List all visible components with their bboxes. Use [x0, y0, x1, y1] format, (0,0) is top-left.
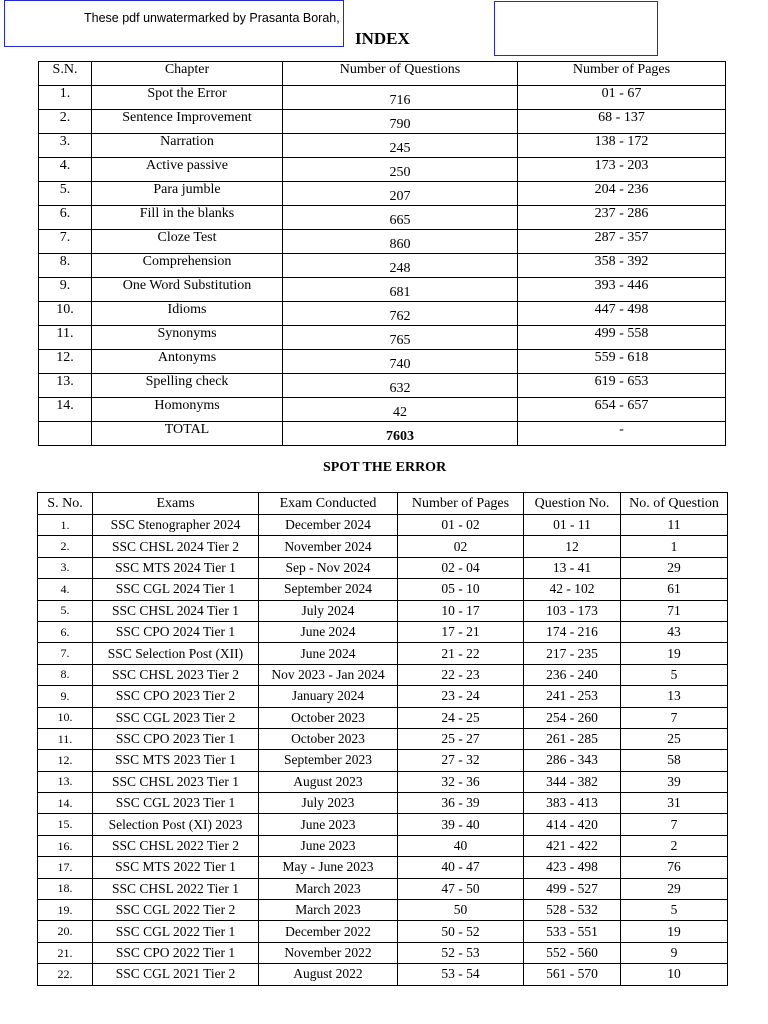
spot-cell-pages: 36 - 39: [398, 793, 524, 814]
spot-cell-pages: 27 - 32: [398, 750, 524, 771]
index-cell-questions: 681: [283, 278, 518, 302]
spot-cell-count: 71: [621, 600, 728, 621]
spot-cell-count: 19: [621, 921, 728, 942]
spot-row: [38, 921, 728, 942]
index-cell-pages: 68 - 137: [518, 110, 726, 134]
spot-cell-question-no: 01 - 11: [524, 515, 621, 536]
spot-cell-conducted: October 2023: [259, 707, 398, 728]
index-table: [38, 61, 726, 446]
index-cell-questions: 740: [283, 350, 518, 374]
spot-cell-sno: 18.: [38, 878, 93, 899]
spot-cell-conducted: December 2022: [259, 921, 398, 942]
spot-row: [38, 643, 728, 664]
spot-cell-exam: SSC CHSL 2022 Tier 2: [93, 835, 259, 856]
index-row: [39, 110, 726, 134]
spot-cell-conducted: Sep - Nov 2024: [259, 557, 398, 578]
spot-row: [38, 750, 728, 771]
index-cell-chapter: Sentence Improvement: [92, 110, 283, 134]
index-cell-questions: 716: [283, 86, 518, 110]
spot-cell-exam: SSC CHSL 2024 Tier 2: [93, 536, 259, 557]
index-cell-sn: 4.: [39, 158, 92, 182]
spot-cell-pages: 17 - 21: [398, 621, 524, 642]
index-row: [39, 254, 726, 278]
spot-cell-question-no: 344 - 382: [524, 771, 621, 792]
spot-cell-conducted: November 2024: [259, 536, 398, 557]
spot-cell-conducted: July 2023: [259, 793, 398, 814]
index-row: [39, 158, 726, 182]
index-cell-chapter: One Word Substitution: [92, 278, 283, 302]
spot-cell-exam: SSC CHSL 2022 Tier 1: [93, 878, 259, 899]
spot-cell-question-no: 236 - 240: [524, 664, 621, 685]
spot-cell-conducted: December 2024: [259, 515, 398, 536]
index-row: [39, 302, 726, 326]
index-cell-sn: 6.: [39, 206, 92, 230]
spot-cell-conducted: August 2022: [259, 964, 398, 985]
index-header-chapter: Chapter: [92, 62, 283, 86]
index-cell-pages: 358 - 392: [518, 254, 726, 278]
spot-cell-exam: SSC CGL 2022 Tier 2: [93, 900, 259, 921]
spot-row: [38, 600, 728, 621]
spot-cell-question-no: 103 - 173: [524, 600, 621, 621]
index-total-label: TOTAL: [92, 422, 283, 446]
spot-cell-count: 43: [621, 621, 728, 642]
index-cell-questions: 665: [283, 206, 518, 230]
spot-cell-pages: 01 - 02: [398, 515, 524, 536]
spot-cell-exam: SSC CHSL 2023 Tier 1: [93, 771, 259, 792]
index-cell-questions: 632: [283, 374, 518, 398]
spot-row: [38, 900, 728, 921]
spot-cell-pages: 23 - 24: [398, 686, 524, 707]
index-cell-pages: 499 - 558: [518, 326, 726, 350]
spot-row: [38, 814, 728, 835]
index-cell-pages: 138 - 172: [518, 134, 726, 158]
spot-cell-question-no: 286 - 343: [524, 750, 621, 771]
spot-cell-question-no: 42 - 102: [524, 579, 621, 600]
spot-cell-exam: SSC CHSL 2024 Tier 1: [93, 600, 259, 621]
index-total-sn: [39, 422, 92, 446]
index-cell-chapter: Cloze Test: [92, 230, 283, 254]
index-cell-sn: 9.: [39, 278, 92, 302]
watermark-text: These pdf unwatermarked by Prasanta Borah,: [84, 11, 340, 25]
index-cell-chapter: Active passive: [92, 158, 283, 182]
index-cell-sn: 2.: [39, 110, 92, 134]
spot-cell-sno: 2.: [38, 536, 93, 557]
index-cell-sn: 3.: [39, 134, 92, 158]
index-row: [39, 326, 726, 350]
spot-cell-pages: 52 - 53: [398, 942, 524, 963]
index-cell-pages: 237 - 286: [518, 206, 726, 230]
spot-cell-sno: 6.: [38, 621, 93, 642]
spot-cell-exam: SSC CPO 2022 Tier 1: [93, 942, 259, 963]
index-cell-questions: 860: [283, 230, 518, 254]
spot-cell-conducted: September 2024: [259, 579, 398, 600]
spot-row: [38, 621, 728, 642]
spot-row: [38, 664, 728, 685]
index-cell-chapter: Para jumble: [92, 182, 283, 206]
index-total-pages: -: [518, 422, 726, 446]
spot-cell-exam: SSC CGL 2024 Tier 1: [93, 579, 259, 600]
index-cell-sn: 14.: [39, 398, 92, 422]
spot-row: [38, 964, 728, 985]
spot-cell-sno: 22.: [38, 964, 93, 985]
spot-cell-question-no: 217 - 235: [524, 643, 621, 664]
spot-cell-question-no: 528 - 532: [524, 900, 621, 921]
spot-cell-sno: 4.: [38, 579, 93, 600]
spot-cell-sno: 17.: [38, 857, 93, 878]
index-row: [39, 86, 726, 110]
index-cell-sn: 1.: [39, 86, 92, 110]
spot-cell-sno: 5.: [38, 600, 93, 621]
spot-cell-count: 5: [621, 900, 728, 921]
index-cell-chapter: Homonyms: [92, 398, 283, 422]
spot-cell-conducted: August 2023: [259, 771, 398, 792]
spot-cell-count: 2: [621, 835, 728, 856]
spot-cell-pages: 24 - 25: [398, 707, 524, 728]
spot-row: [38, 728, 728, 749]
spot-cell-question-no: 174 - 216: [524, 621, 621, 642]
spot-header-pages: Number of Pages: [398, 493, 524, 515]
spot-cell-conducted: November 2022: [259, 942, 398, 963]
spot-cell-pages: 02: [398, 536, 524, 557]
spot-cell-sno: 1.: [38, 515, 93, 536]
index-cell-sn: 8.: [39, 254, 92, 278]
index-cell-pages: 654 - 657: [518, 398, 726, 422]
index-row: [39, 230, 726, 254]
index-cell-questions: 762: [283, 302, 518, 326]
index-cell-questions: 42: [283, 398, 518, 422]
spot-cell-exam: Selection Post (XI) 2023: [93, 814, 259, 835]
index-cell-sn: 12.: [39, 350, 92, 374]
spot-cell-question-no: 254 - 260: [524, 707, 621, 728]
index-header-pages: Number of Pages: [518, 62, 726, 86]
spot-cell-count: 58: [621, 750, 728, 771]
index-cell-questions: 250: [283, 158, 518, 182]
spot-cell-pages: 25 - 27: [398, 728, 524, 749]
spot-cell-count: 29: [621, 557, 728, 578]
spot-cell-sno: 13.: [38, 771, 93, 792]
spot-cell-exam: SSC MTS 2022 Tier 1: [93, 857, 259, 878]
index-cell-questions: 248: [283, 254, 518, 278]
spot-cell-sno: 21.: [38, 942, 93, 963]
spot-cell-pages: 53 - 54: [398, 964, 524, 985]
spot-cell-question-no: 499 - 527: [524, 878, 621, 899]
spot-cell-question-no: 421 - 422: [524, 835, 621, 856]
index-row: [39, 206, 726, 230]
spot-cell-sno: 3.: [38, 557, 93, 578]
index-cell-pages: 173 - 203: [518, 158, 726, 182]
index-row: [39, 350, 726, 374]
spot-row: [38, 771, 728, 792]
index-total-row: [39, 422, 726, 446]
spot-cell-count: 39: [621, 771, 728, 792]
spot-cell-sno: 20.: [38, 921, 93, 942]
index-cell-questions: 765: [283, 326, 518, 350]
index-cell-chapter: Idioms: [92, 302, 283, 326]
index-cell-sn: 11.: [39, 326, 92, 350]
spot-cell-question-no: 13 - 41: [524, 557, 621, 578]
spot-cell-count: 11: [621, 515, 728, 536]
spot-cell-question-no: 423 - 498: [524, 857, 621, 878]
spot-cell-pages: 02 - 04: [398, 557, 524, 578]
spot-cell-exam: SSC CHSL 2023 Tier 2: [93, 664, 259, 685]
index-cell-chapter: Spelling check: [92, 374, 283, 398]
index-cell-pages: 619 - 653: [518, 374, 726, 398]
spot-cell-question-no: 12: [524, 536, 621, 557]
index-row: [39, 398, 726, 422]
index-header-questions: Number of Questions: [283, 62, 518, 86]
spot-header-question-no: Question No.: [524, 493, 621, 515]
spot-row: [38, 686, 728, 707]
spot-cell-sno: 9.: [38, 686, 93, 707]
index-cell-sn: 5.: [39, 182, 92, 206]
spot-the-error-table: [37, 492, 728, 986]
spot-header-sno: S. No.: [38, 493, 93, 515]
spot-cell-exam: SSC CPO 2024 Tier 1: [93, 621, 259, 642]
spot-cell-count: 13: [621, 686, 728, 707]
spot-cell-conducted: June 2023: [259, 814, 398, 835]
spot-cell-exam: SSC CGL 2022 Tier 1: [93, 921, 259, 942]
spot-cell-pages: 05 - 10: [398, 579, 524, 600]
index-header-row: [39, 62, 726, 86]
spot-row: [38, 857, 728, 878]
spot-row: [38, 557, 728, 578]
index-cell-questions: 207: [283, 182, 518, 206]
index-cell-chapter: Antonyms: [92, 350, 283, 374]
spot-cell-pages: 47 - 50: [398, 878, 524, 899]
spot-cell-exam: SSC MTS 2023 Tier 1: [93, 750, 259, 771]
index-title: INDEX: [355, 29, 410, 48]
spot-row: [38, 515, 728, 536]
index-cell-chapter: Narration: [92, 134, 283, 158]
spot-cell-count: 61: [621, 579, 728, 600]
spot-row: [38, 579, 728, 600]
index-row: [39, 134, 726, 158]
spot-header-row: [38, 493, 728, 515]
index-cell-sn: 10.: [39, 302, 92, 326]
spot-header-exam-conducted: Exam Conducted: [259, 493, 398, 515]
spot-cell-sno: 12.: [38, 750, 93, 771]
spot-cell-pages: 21 - 22: [398, 643, 524, 664]
spot-row: [38, 536, 728, 557]
spot-cell-exam: SSC MTS 2024 Tier 1: [93, 557, 259, 578]
index-row: [39, 182, 726, 206]
spot-cell-sno: 7.: [38, 643, 93, 664]
spot-cell-pages: 40: [398, 835, 524, 856]
index-cell-chapter: Synonyms: [92, 326, 283, 350]
spot-cell-conducted: October 2023: [259, 728, 398, 749]
spot-cell-conducted: June 2024: [259, 621, 398, 642]
spot-cell-conducted: January 2024: [259, 686, 398, 707]
spot-cell-pages: 50 - 52: [398, 921, 524, 942]
spot-cell-question-no: 414 - 420: [524, 814, 621, 835]
spot-cell-conducted: September 2023: [259, 750, 398, 771]
spot-cell-count: 5: [621, 664, 728, 685]
index-cell-pages: 559 - 618: [518, 350, 726, 374]
spot-cell-count: 1: [621, 536, 728, 557]
spot-cell-count: 76: [621, 857, 728, 878]
spot-cell-conducted: March 2023: [259, 878, 398, 899]
spot-cell-conducted: Nov 2023 - Jan 2024: [259, 664, 398, 685]
index-header-sn: S.N.: [39, 62, 92, 86]
spot-cell-count: 9: [621, 942, 728, 963]
spot-cell-count: 25: [621, 728, 728, 749]
spot-cell-sno: 19.: [38, 900, 93, 921]
spot-cell-count: 19: [621, 643, 728, 664]
blank-annotation-box: [494, 1, 658, 56]
spot-cell-conducted: June 2023: [259, 835, 398, 856]
spot-cell-exam: SSC CGL 2023 Tier 2: [93, 707, 259, 728]
spot-cell-sno: 14.: [38, 793, 93, 814]
index-cell-chapter: Fill in the blanks: [92, 206, 283, 230]
spot-row: [38, 835, 728, 856]
spot-cell-conducted: July 2024: [259, 600, 398, 621]
index-cell-pages: 01 - 67: [518, 86, 726, 110]
index-cell-pages: 447 - 498: [518, 302, 726, 326]
index-cell-pages: 393 - 446: [518, 278, 726, 302]
spot-cell-exam: SSC CGL 2023 Tier 1: [93, 793, 259, 814]
spot-header-exams: Exams: [93, 493, 259, 515]
index-total-questions: 7603: [283, 422, 518, 446]
index-cell-chapter: Comprehension: [92, 254, 283, 278]
spot-cell-question-no: 261 - 285: [524, 728, 621, 749]
spot-cell-exam: SSC CGL 2021 Tier 2: [93, 964, 259, 985]
spot-cell-count: 29: [621, 878, 728, 899]
spot-cell-count: 10: [621, 964, 728, 985]
spot-header-no-of-question: No. of Question: [621, 493, 728, 515]
spot-cell-count: 7: [621, 814, 728, 835]
spot-cell-pages: 50: [398, 900, 524, 921]
spot-row: [38, 878, 728, 899]
spot-cell-question-no: 561 - 570: [524, 964, 621, 985]
spot-cell-sno: 8.: [38, 664, 93, 685]
spot-cell-count: 31: [621, 793, 728, 814]
spot-cell-question-no: 552 - 560: [524, 942, 621, 963]
index-cell-sn: 13.: [39, 374, 92, 398]
spot-cell-exam: SSC Selection Post (XII): [93, 643, 259, 664]
index-cell-pages: 287 - 357: [518, 230, 726, 254]
spot-cell-count: 7: [621, 707, 728, 728]
index-cell-pages: 204 - 236: [518, 182, 726, 206]
index-cell-questions: 245: [283, 134, 518, 158]
spot-cell-question-no: 241 - 253: [524, 686, 621, 707]
spot-cell-pages: 39 - 40: [398, 814, 524, 835]
spot-cell-question-no: 533 - 551: [524, 921, 621, 942]
index-cell-questions: 790: [283, 110, 518, 134]
index-row: [39, 374, 726, 398]
spot-cell-sno: 11.: [38, 728, 93, 749]
spot-cell-pages: 32 - 36: [398, 771, 524, 792]
spot-cell-conducted: June 2024: [259, 643, 398, 664]
spot-cell-exam: SSC CPO 2023 Tier 1: [93, 728, 259, 749]
index-row: [39, 278, 726, 302]
spot-cell-sno: 16.: [38, 835, 93, 856]
spot-cell-pages: 22 - 23: [398, 664, 524, 685]
spot-row: [38, 942, 728, 963]
spot-cell-exam: SSC Stenographer 2024: [93, 515, 259, 536]
spot-the-error-title: SPOT THE ERROR: [323, 460, 447, 475]
spot-cell-exam: SSC CPO 2023 Tier 2: [93, 686, 259, 707]
index-cell-sn: 7.: [39, 230, 92, 254]
spot-cell-conducted: May - June 2023: [259, 857, 398, 878]
spot-row: [38, 793, 728, 814]
spot-cell-pages: 40 - 47: [398, 857, 524, 878]
spot-cell-pages: 10 - 17: [398, 600, 524, 621]
spot-cell-sno: 15.: [38, 814, 93, 835]
spot-row: [38, 707, 728, 728]
spot-cell-conducted: March 2023: [259, 900, 398, 921]
spot-cell-question-no: 383 - 413: [524, 793, 621, 814]
spot-cell-sno: 10.: [38, 707, 93, 728]
index-cell-chapter: Spot the Error: [92, 86, 283, 110]
